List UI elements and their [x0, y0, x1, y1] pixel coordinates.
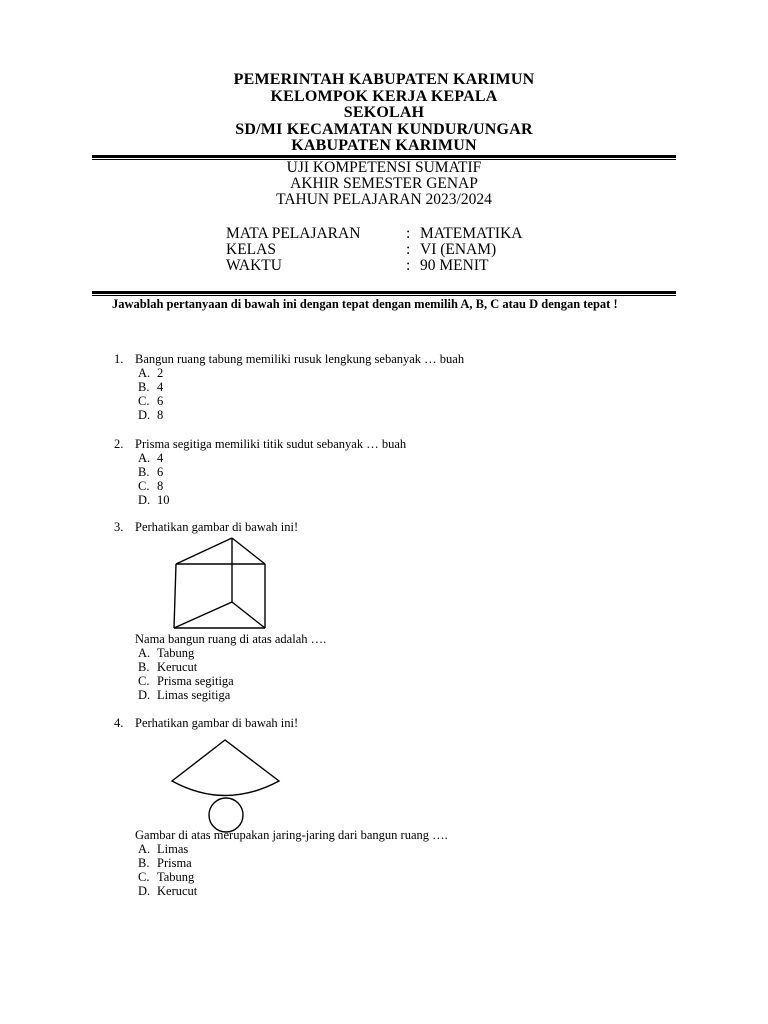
option-text: 4 [157, 451, 164, 465]
option-text: Tabung [157, 646, 195, 660]
triangular-prism-figure [160, 532, 280, 634]
option-text: 10 [157, 493, 170, 507]
option-text: Prisma [157, 856, 192, 870]
option-text: Limas [157, 842, 189, 856]
option-text: 2 [157, 366, 164, 380]
question-number: 4. [114, 716, 124, 730]
info-separator: : [406, 257, 411, 274]
info-value: MATEMATIKA [420, 225, 523, 242]
option-text: 8 [157, 408, 164, 422]
option-text: Prisma segitiga [157, 674, 234, 688]
question-text: Perhatikan gambar di bawah ini! [135, 520, 299, 534]
info-label: WAKTU [226, 257, 282, 274]
info-divider-thin [92, 295, 676, 296]
header-line: KELOMPOK KERJA KEPALA [270, 87, 498, 105]
option-key: A. [138, 842, 151, 856]
cone-net-base-circle [209, 798, 243, 832]
option-key: B. [138, 856, 150, 870]
option-text: Limas segitiga [157, 688, 231, 702]
prism-left-edge [174, 564, 176, 628]
question-text: Perhatikan gambar di bawah ini! [135, 716, 299, 730]
prism-top-left-edge [176, 538, 232, 564]
cone-net-figure [160, 728, 290, 834]
exam-title-line: AKHIR SEMESTER GENAP [290, 175, 478, 192]
info-separator: : [406, 241, 411, 258]
prism-top-right-edge [232, 538, 265, 564]
option-text: 6 [157, 394, 164, 408]
header-line: KABUPATEN KARIMUN [291, 137, 477, 154]
header-line: PEMERINTAH KABUPATEN KARIMUN [233, 71, 535, 88]
exam-title [0, 160, 768, 208]
option-key: B. [138, 380, 150, 394]
prism-hidden-right-edge [232, 602, 265, 628]
header-line: SEKOLAH [343, 104, 425, 121]
option-text: 4 [157, 380, 164, 394]
question-text: Bangun ruang tabung memiliki rusuk lengkung sebanyak … buah [135, 352, 465, 366]
info-value: VI (ENAM) [420, 241, 497, 258]
question-text: Prisma segitiga memiliki titik sudut sebanyak … buah [135, 437, 407, 451]
option-key: D. [138, 493, 151, 507]
cone-net-sector [172, 740, 279, 796]
option-key: A. [138, 366, 151, 380]
option-key: D. [138, 408, 151, 422]
header-line: SD/MI KECAMATAN KUNDUR/UNGAR [235, 120, 533, 138]
option-key: A. [138, 451, 151, 465]
exam-title-line: UJI KOMPETENSI SUMATIF [286, 159, 482, 176]
option-key: B. [138, 660, 150, 674]
question-number: 3. [114, 520, 124, 534]
header-divider-thick [92, 155, 676, 158]
exam-page: PEMERINTAH KABUPATEN KARIMUN KELOMPOK KERJA KEPALA SEKOLAH SD/MI KECAMATAN KUNDUR/UNGAR KABUPATEN KARIMUN UJI KOMPETENSI SUMATIF AKHIR SEMESTER GENAP TAHUN PELAJARAN 2023/2024 MATA PELAJARAN : MATEMATIKA KELAS : VI (ENAM) WAKTU : 90 MENIT Jawablah pertanyaan di bawah ini dengan tepat dengan memilih A, B, C atau D dengan tepat ! 1. Bangun ruang tabung memiliki rusuk lengkung sebanyak … buah A. 2 B. 4 C. 6 D. 8 2. Prisma segitiga memiliki titik sudut sebanyak … buah A. 4 B. 6 C. 8 D. 10 3. Perhatikan gambar di bawah ini! Nama bangun ruang di atas adalah …. A. Tabung B. Kerucut C. Prisma segitiga D. Limas segitiga 4. Perhatikan gambar di bawah ini! Gambar di atas merupakan jaring-jaring dari bangun ruang …. A. Limas B. Prisma C. Tabung D. Kerucut [0, 0, 768, 1024]
school-header [0, 72, 768, 155]
option-text: Tabung [157, 870, 195, 884]
option-key: D. [138, 688, 151, 702]
info-divider-thick [92, 291, 676, 294]
option-key: C. [138, 870, 150, 884]
info-value: 90 MENIT [420, 257, 489, 274]
prism-hidden-left-edge [174, 602, 232, 628]
question-number: 2. [114, 437, 124, 451]
info-label: KELAS [226, 241, 276, 258]
question-number: 1. [114, 352, 124, 366]
exam-title-line: TAHUN PELAJARAN 2023/2024 [276, 191, 492, 208]
info-label: MATA PELAJARAN [226, 225, 361, 242]
option-key: A. [138, 646, 151, 660]
option-text: 6 [157, 465, 164, 479]
info-separator: : [406, 225, 411, 242]
option-key: C. [138, 479, 150, 493]
option-text: Kerucut [157, 660, 198, 674]
option-key: C. [138, 394, 150, 408]
option-text: 8 [157, 479, 164, 493]
option-text: Kerucut [157, 884, 198, 898]
option-key: B. [138, 465, 150, 479]
option-key: C. [138, 674, 150, 688]
instructions: Jawablah pertanyaan di bawah ini dengan tepat dengan memilih A, B, C atau D dengan tepat ! [112, 297, 618, 311]
option-key: D. [138, 884, 151, 898]
